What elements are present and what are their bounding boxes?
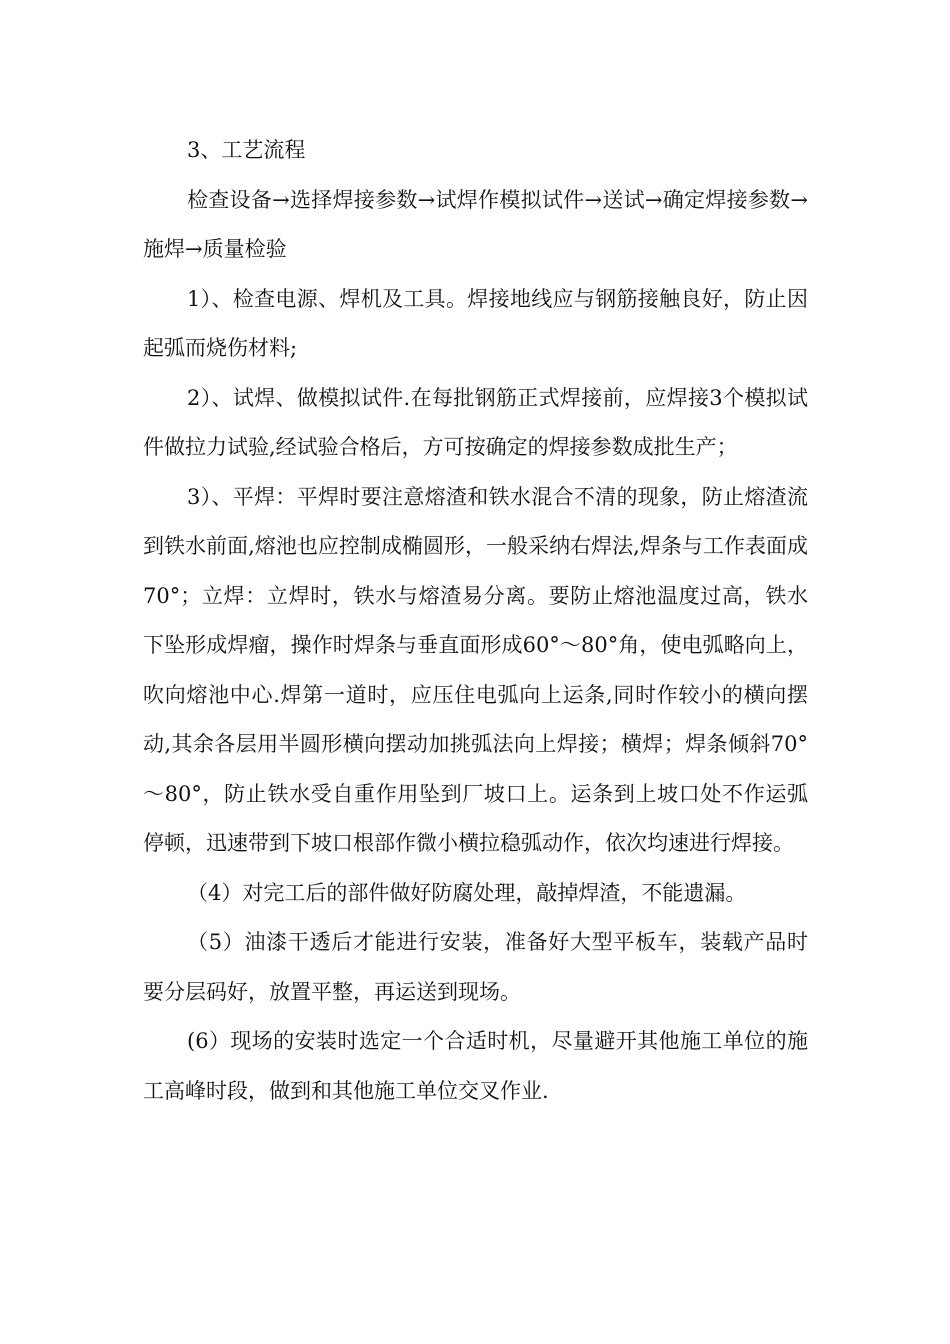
step-3-paragraph: 3）、平焊：平焊时要注意熔渣和铁水混合不清的现象，防止熔渣流到铁水前面,熔池也应控制成椭圆形，一般采纳右焊法,焊条与工作表面成70°；立焊：立焊时，铁水与熔渣易分离。要防止熔池温度过高，铁水下坠形成焊瘤，操作时焊条与垂直面形成60°～80°角，使电弧略向上，吹向熔池中心.焊第一道时，应压住电弧向上运条,同时作较小的横向摆动,其余各层用半圆形横向摆动加挑弧法向上焊接；横焊；焊条倾斜70°～80°，防止铁水受自重作用坠到厂坡口上。运条到上坡口处不作运弧停顿，迅速带到下坡口根部作微小横拉稳弧动作，依次均速进行焊接。 [143,484,808,855]
step-5-paragraph: （5）油漆干透后才能进行安装，准备好大型平板车，装载产品时要分层码好，放置平整，再运送到现场。 [143,930,808,1004]
section-heading: 3、工艺流程 [187,138,306,162]
step-4-paragraph: （4）对完工后的部件做好防腐处理，敲掉焊渣，不能遗漏。 [187,880,747,905]
step-1-paragraph: 1）、检查电源、焊机及工具。焊接地线应与钢筋接触良好，防止因起弧而烧伤材料; [143,286,808,360]
document-body [143,126,808,1116]
step-6-paragraph: (6）现场的安装时选定一个合适时机，尽量避开其他施工单位的施工高峰时段，做到和其他施工单位交叉作业. [143,1029,808,1103]
step-2-paragraph: 2）、试焊、做模拟试件.在每批钢筋正式焊接前，应焊接3个模拟试件做拉力试验,经试验合格后，方可按确定的焊接参数成批生产； [143,385,808,459]
process-flow-paragraph: 检查设备→选择焊接参数→试焊作模拟试件→送试→确定焊接参数→施焊→质量检验 [143,187,808,261]
